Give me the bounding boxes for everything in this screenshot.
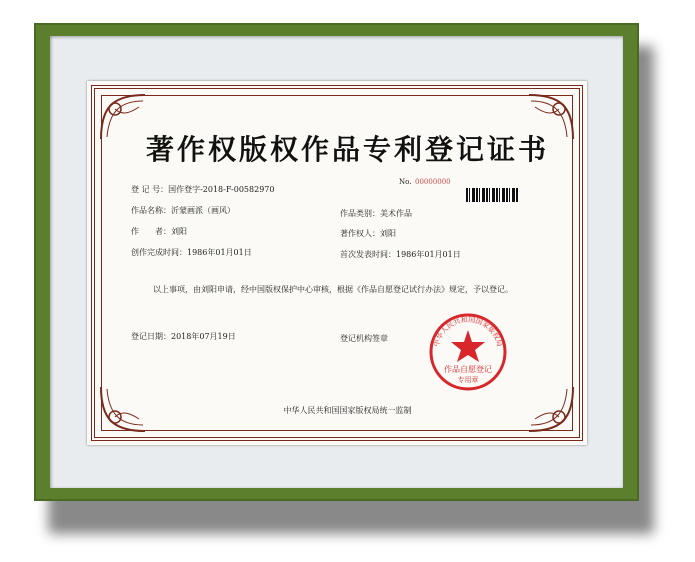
- work-category: 作品类别：美术作品: [340, 209, 412, 218]
- picture-frame: [34, 23, 639, 501]
- registration-statement: 以上事项，由刘阳申请，经中国版权保护中心审核，根据《作品自愿登记试行办法》规定，予以登记。: [153, 285, 513, 294]
- author: 作 者：刘阳: [131, 227, 187, 236]
- barcode: [466, 188, 518, 202]
- seal-ring-text: 中华人民共和国国家版权局: [432, 315, 504, 348]
- seal-center-line2: 专用章: [457, 376, 479, 384]
- official-red-seal: [428, 312, 508, 392]
- registration-number: 登 记 号：国作登字-2018-F-00582970: [131, 185, 275, 194]
- certificate-footer: 中华人民共和国国家版权局统一监制: [283, 406, 412, 415]
- first-publication-date: 首次发表时间：1986年01月01日: [340, 250, 461, 259]
- frame-mat: [50, 36, 623, 488]
- creation-date: 创作完成时间：1986年01月01日: [131, 248, 252, 257]
- seal-center-line1: 作品自愿登记: [444, 365, 492, 374]
- seal-label: 登记机构签章: [340, 334, 388, 343]
- work-name: 作品名称：沂蒙画派（画风）: [131, 206, 235, 215]
- copyright-owner: 著作权人：刘阳: [340, 229, 396, 238]
- star-icon: [451, 330, 485, 362]
- serial-number-label: No.: [399, 178, 412, 186]
- certificate-title: 著作权版权作品专利登记证书: [145, 133, 549, 166]
- registration-date: 登记日期：2018年07月19日: [131, 332, 236, 341]
- serial-number-value: 00000000: [415, 178, 451, 186]
